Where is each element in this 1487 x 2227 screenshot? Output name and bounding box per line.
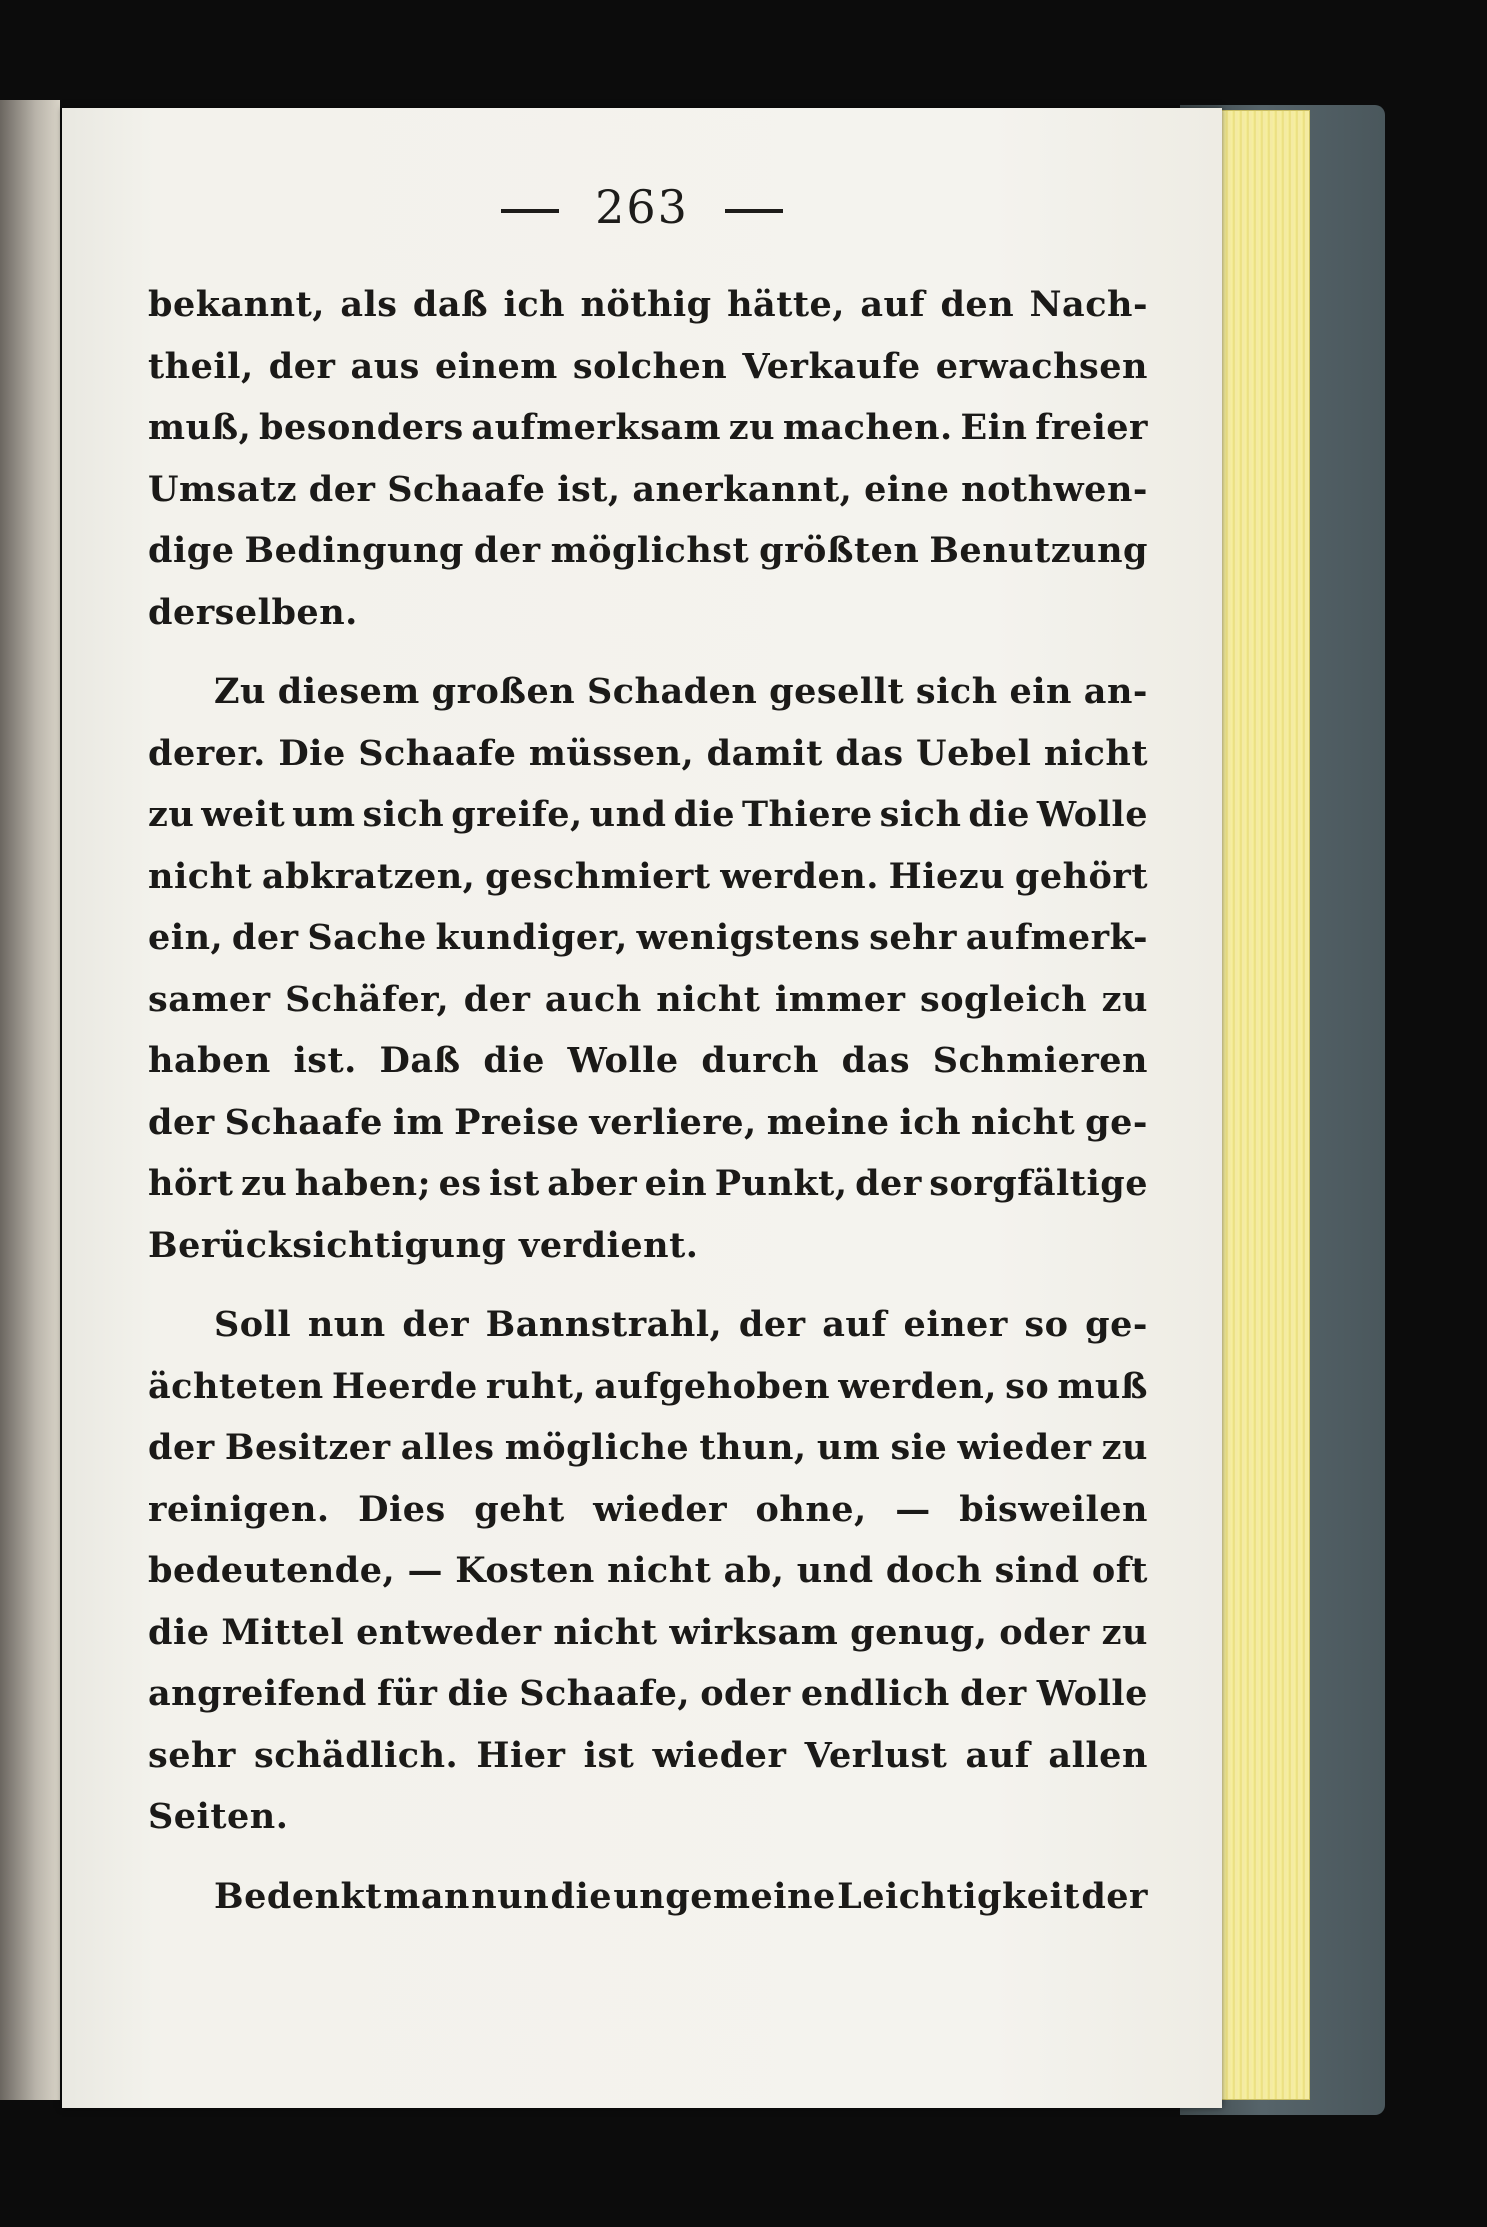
text-line: muß, besonders aufmerksam zu machen. Ein freier — [148, 407, 1148, 448]
page-header — [62, 180, 1222, 234]
page-number: 263 — [595, 180, 689, 234]
text-line: Bedenkt man nun die ungemeine Leichtigkeit der — [214, 1875, 1148, 1917]
text-line: derer. Die Schaafe müssen, damit das Uebel nicht — [148, 732, 1148, 774]
header-dash-right — [725, 209, 783, 213]
text-line: Umsatz der Schaafe ist, anerkannt, eine nothwen- — [148, 468, 1148, 510]
text-line: dige Bedingung der möglichst größten Benutzung — [148, 530, 1148, 571]
body-text — [148, 274, 1148, 1927]
text-line: zu weit um sich greife, und die Thiere sich die Wolle — [148, 794, 1148, 835]
text-line: Berücksichtigung verdient. — [148, 1224, 699, 1266]
page-edges — [1215, 110, 1310, 2100]
text-line: Soll nun der Bannstrahl, der auf einer so ge- — [214, 1304, 1148, 1345]
text-line: bedeutende, — Kosten nicht ab, und doch sind oft — [148, 1550, 1148, 1591]
text-line: die Mittel entweder nicht wirksam genug, oder zu — [148, 1611, 1148, 1653]
text-line: samer Schäfer, der auch nicht immer sogleich zu — [148, 978, 1148, 1020]
text-line: reinigen. Dies geht wieder ohne, — bisweilen — [148, 1488, 1148, 1530]
text-line: nicht abkratzen, geschmiert werden. Hiezu gehört — [148, 855, 1148, 897]
left-page-edge — [0, 100, 60, 2100]
text-line: der Schaafe im Preise verliere, meine ich nicht ge- — [148, 1101, 1148, 1143]
text-line: der Besitzer alles mögliche thun, um sie wieder zu — [148, 1427, 1148, 1468]
book-page — [62, 108, 1222, 2108]
text-line: haben ist. Daß die Wolle durch das Schmieren — [148, 1040, 1148, 1081]
text-line: ein, der Sache kundiger, wenigstens sehr aufmerk- — [148, 917, 1148, 958]
text-line: bekannt, als daß ich nöthig hätte, auf den Nach- — [148, 284, 1148, 325]
text-line: ächteten Heerde ruht, aufgehoben werden, so muß — [148, 1365, 1148, 1407]
text-line: Seiten. — [148, 1796, 289, 1837]
text-line: Zu diesem großen Schaden gesellt sich ein an- — [214, 671, 1148, 712]
text-line: angreifend für die Schaafe, oder endlich der Wolle — [148, 1673, 1148, 1714]
text-line: hört zu haben; es ist aber ein Punkt, der sorgfältige — [148, 1163, 1148, 1204]
header-dash-left — [501, 209, 559, 213]
text-line: sehr schädlich. Hier ist wieder Verlust auf allen — [148, 1734, 1148, 1776]
text-line: theil, der aus einem solchen Verkaufe erwachsen — [148, 345, 1148, 387]
text-line: derselben. — [148, 591, 358, 633]
